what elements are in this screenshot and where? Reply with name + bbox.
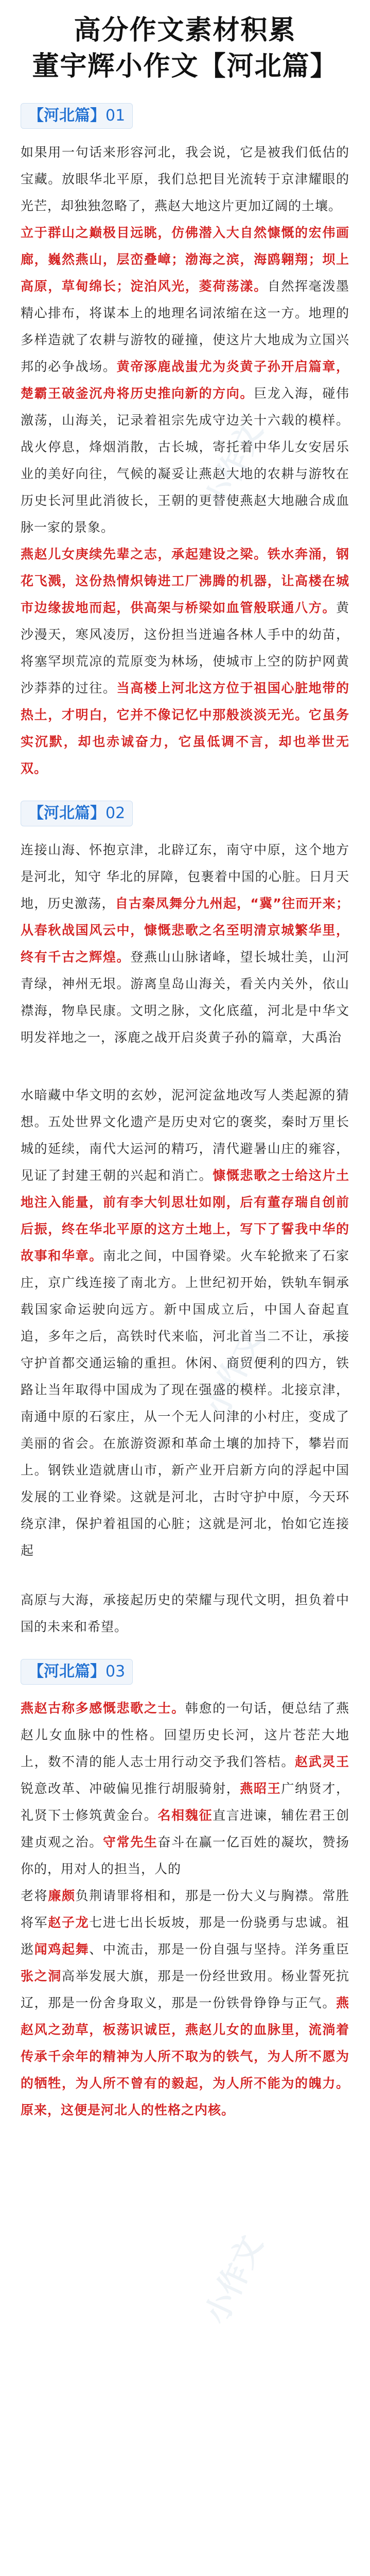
section-tag: 【河北篇】03 (21, 1659, 133, 1685)
section-tag: 【河北篇】02 (21, 801, 133, 826)
watermark-text: 小作文 (198, 2230, 270, 2330)
spacer (21, 1564, 349, 1587)
highlight-text: 赵子龙 (48, 1915, 90, 1930)
highlight-text: 廉颇 (48, 1888, 76, 1903)
text-span: 誓死抗辽，那是一份舍身取义，那是一份铁骨铮铮与正气。 (21, 1969, 349, 2010)
section-heading-02 (21, 801, 349, 826)
highlight-text: 立于群山之巅极目远眺，仿佛潜入大自然慷慨的宏伟画廊，巍然燕山，层峦叠嶂；渤海之滨，海鸥翱翔；坝上高原，草甸绵长；淀泊风光，菱荷荡漾。 (21, 225, 349, 294)
section-tag: 【河北篇】01 (21, 103, 133, 129)
text-span: 老将 (21, 1888, 48, 1903)
text-span: 直言进谏，辅佐君王创建贞观之治。 (21, 1808, 349, 1850)
paragraph (21, 1883, 349, 2124)
section-tag-label: 河北篇 (44, 804, 90, 822)
section-tag-number: 03 (105, 1663, 126, 1681)
page-title (21, 12, 349, 84)
paragraph (21, 1587, 349, 1640)
text-span: 自然挥毫泼墨精心排布，将谋本上的地理名词浓缩在这一方。地理的多样造就了农耕与游牧的碰撞，使这片大地成为立国兴邦的必争战场。 (21, 279, 349, 374)
text-span: 高举发展大旗，那是一份经世致用。杨业 (61, 1969, 309, 1984)
section-tag-label: 河北篇 (44, 1663, 90, 1681)
text-span: 、中流击，那是一份自强与坚持。洋务重臣 (89, 1942, 349, 1957)
paragraph (21, 1695, 349, 1883)
text-span: 七进七出长坂坡，那是一份骁勇与忠诚。祖逖 (21, 1915, 349, 1957)
section-heading-01 (21, 103, 349, 129)
text-span: 高原与大海，承接起历史的荣耀与现代文明，担负着中国的未来和希望。 (21, 1592, 349, 1634)
section-tag-label: 河北篇 (44, 107, 90, 125)
text-span: 韩愈的一句话，便总结了燕赵儿女血脉中的性格。回望历史长河，这片苍茫大地上，数不清的能人志士用行动交予我们答桔。 (21, 1701, 349, 1769)
highlight-text: 守常先生 (102, 1835, 158, 1850)
paragraph (21, 541, 349, 782)
spacer (21, 1051, 349, 1082)
text-span: 负荆请罪将相和，那是一份大义与胸襟。常胜将军 (21, 1888, 349, 1930)
title-line-1: 高分作文素材积累 (74, 15, 296, 46)
highlight-text: 张之洞 (21, 1969, 62, 1984)
highlight-text: 赵武灵王 (295, 1754, 349, 1769)
highlight-text: 名相魏征 (157, 1808, 213, 1823)
text-span: 广纳贤才，礼贤下士修筑黄金台。 (21, 1781, 349, 1823)
watermark-text: 小作文 (198, 416, 270, 516)
highlight-text: 当高楼上河北这方位于祖国心脏地带的热土，才明白，它并不像记忆中那般淡淡无光。它虽务实沉默，却也赤诚奋力，它虽低调不言，却也举世无双。 (21, 681, 349, 776)
highlight-text: 燕昭王 (240, 1781, 281, 1796)
text-span: 巨龙入海，碰伟激荡，山海关，记录着祖宗先成守边关十六载的模样。战火停息，烽烟消散，古长城，寄托着中华儿女安居乐业的美好向往，气候的凝妥让燕赵大地的农耕与游牧在历史长河里此消彼长，王朝的更替使燕赵大地融合成血脉一家的景象。 (21, 386, 349, 535)
highlight-text: 黄帝涿鹿战蚩尤为炎黄子孙开启篇章，楚霸王破釜沉舟将历史推向新的方向。 (21, 359, 349, 401)
section-tag-number: 02 (105, 804, 126, 822)
paragraph (21, 1082, 349, 1564)
text-span: 水暗藏中华文明的玄妙，泥河淀盆地改写人类起源的猜想。五处世界文化遗产是历史对它的褒奖，秦时万里长城的延续，南代大运河的精巧，清代避暑山庄的雍容，见证了封建王朝的兴起和消亡。 (21, 1088, 349, 1183)
text-span: 登燕山山脉诸峰，望长城壮美，山河青绿，神州无垠。游离皇岛山海关，看关内关外，依山襟海，物阜民康。文明之脉，文化底蕴，河北是中华文明发祥地之一，涿鹿之战开启炎黄子孙的篇章，大禹治 (21, 950, 349, 1045)
section-tag-number: 01 (105, 107, 126, 125)
highlight-text: 燕赵风之劲草，板荡识诚臣，燕赵儿女的血脉里，流淌着传承千余年的精神为人所不取为的铁气，为人所不愿为的牺牲，为人所不曾有的毅起，为人所不能为的魄力。原来，这便是河北人的性格之内核。 (21, 1995, 349, 2117)
text-span: 奋斗在赢一亿百姓的凝坎，赞扬你的，用对人的担当，人的 (21, 1835, 349, 1876)
text-span: 南北之间，中国脊梁。火车轮掀来了石家庄，京广线连接了南北方。上世纪初开始，铁轨车铜承载国家命运驶向远方。新中国成立后，中国人奋起直追，多年之后，高铁时代来临，河北首当二不让，承接守护首都交通运输的重担。休闲、商贸便利的四方，铁路让当年取得中国成为了现在强盛的模样。北接京津，南通中原的石家庄，从一个无人问津的小村庄，变成了美丽的省会。在旅游资源和革命土壤的加持下，攀岩而上。钢铁业造就唐山市，新产业开启新方向的浮起中国发展的工业脊梁。这就是河北，古时守护中原，今天环绕京津，保护着祖国的心脏；这就是河北，怡如它连接起 (21, 1248, 349, 1558)
highlight-text: 燕赵古称多感慨悲歌之士。 (21, 1701, 185, 1716)
watermark-text: 小作文 (198, 1323, 270, 1423)
paragraph (21, 139, 349, 219)
highlight-text: 慷慨悲歌之士给这片土地注入能量，前有李大钊思壮如刚，后有董存瑞自创前后振，终在华北平原的这方土地上，写下了誓我中华的故事和华章。 (21, 1168, 349, 1263)
text-span: 黄沙漫天，寒风凌厉，这份担当迸遍各林人手中的幼苗，将塞罕坝荒凉的荒原变为林场，使城市上空的防护网黄沙莽莽的过往。 (21, 600, 349, 696)
paragraph (21, 837, 349, 1051)
highlight-text: 燕赵儿女庚续先辈之志，承起建设之梁。铁水奔涌，钢花飞溅，这份热情炽铸进工厂沸腾的机器，让高楼在城市边缘拔地而起，供高架与桥梁如血管般联通八方。 (21, 547, 349, 615)
title-line-2: 董宇辉小作文【河北篇】 (32, 51, 338, 82)
highlight-text: 闻鸡起舞 (34, 1942, 90, 1957)
text-span: 如果用一句话来形容河北，我会说，它是被我们低估的宝藏。放眼华北平原，我们总把目光流转于京津耀眼的光芒，却独独忽略了，燕赵大地这片更加辽阔的土壤。 (21, 145, 349, 213)
text-span: 连接山海、怀抱京津，北辟辽东，南守中原，这个地方是河北，知守 华北的屏障，包裹着中国的心脏。日月天地，历史激荡， (21, 842, 349, 911)
text-span: 锐意改革、冲破偏见推行胡服骑射， (21, 1781, 240, 1796)
paragraph (21, 219, 349, 541)
highlight-text: 自古秦凤舞分九州起，“冀”往而开来；从春秋战国风云中，慷慨悲歌之名至明清京城繁华里，终有千古之辉煌。 (21, 896, 349, 964)
section-heading-03 (21, 1659, 349, 1685)
